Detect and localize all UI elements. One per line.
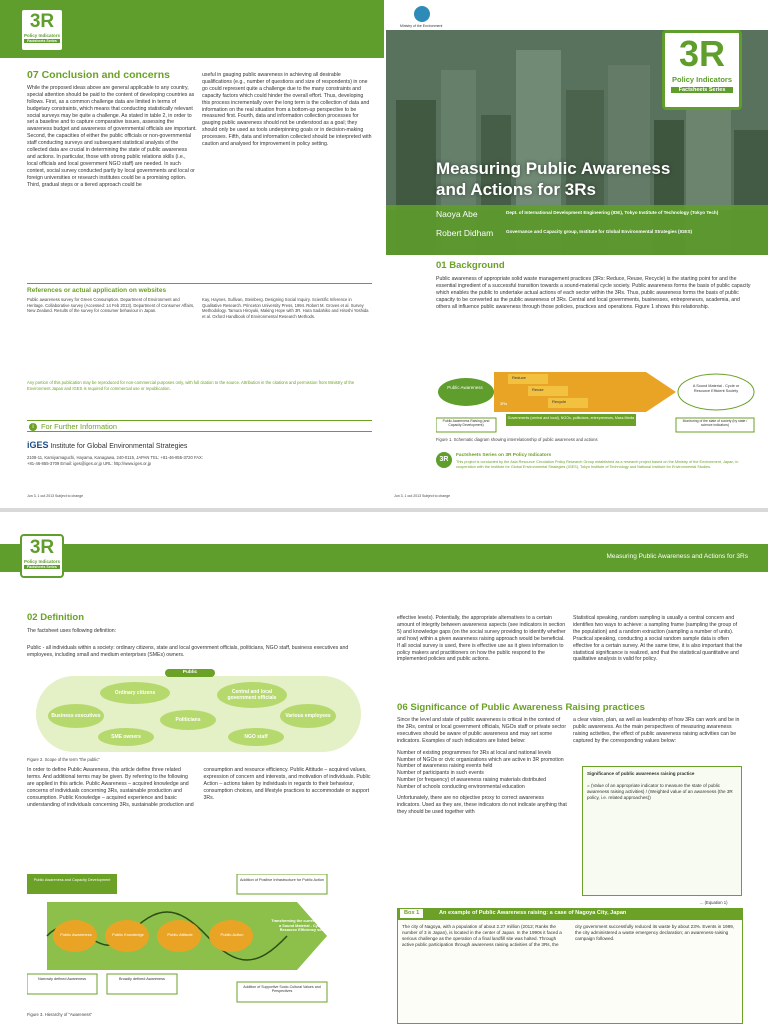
- author2-name: Robert Didham: [436, 228, 494, 238]
- fig2-public-label: Public: [165, 669, 215, 677]
- fig1-capacity: Public Awareness Raising (and Capacity Development): [442, 419, 490, 428]
- references-left: Public awareness survey for Green Consumption. Department of Environment and Heritage. Collaborative survey (Accessed: 14 Feb 2013). Department of Consumer Affairs, New Zealand. Results of the survey for consumer behaviour in Japan.: [27, 297, 195, 314]
- further-info-title: For Further Information: [41, 422, 117, 431]
- figure-1-caption: Figure 1. Schematic diagram showing interrelationship of public awareness and actions: [436, 437, 598, 442]
- fig3-transform: Transforming the current society into a Sound Material - Cycle and Resource Efficiency society: [271, 919, 339, 933]
- section-02: [27, 612, 197, 640]
- section-06-right: a clear vision, plan, as well as leadership of how 3Rs can work and be in public awareness. As the main perspectives of measuring awareness raising activities, the effect of public awareness raising activities can be captured by the corresponding values below:: [573, 717, 740, 744]
- section-02-intro: The factsheet uses following definition:: [27, 627, 117, 634]
- section-06-text: Since the level and state of public awareness is critical in the context of the 3Rs, central or local government officials, NGOs staff or private sector executives should be aware of public awareness and may set some indicators. Examples of such indicators are listed below:: [397, 717, 567, 744]
- further-info-bar: [27, 420, 372, 432]
- box1-body: [397, 919, 743, 1024]
- author1-affiliation: Dept. of International Development Engineering (IDE), Tokyo Institute of Technology (Tokyo Tech): [506, 210, 719, 215]
- main-title-line2: and Actions for 3Rs: [436, 180, 596, 199]
- logo-text-p2: 3R: [29, 537, 55, 558]
- fig2-citizens: Ordinary citizens: [100, 682, 170, 704]
- series-text: This project is conducted by the Asia Resource Circulation Policy Research Group established as a research project based on the Ministry of the Environment, Japan, in cooperation with the Institute for Global Environmental Strategies (IGES), Tokyo Institute of Technology and National Institute for Environmental Studies.: [456, 460, 739, 469]
- section-07-text-b: useful in gauging public awareness in achieving all desirable qualifications (e.g., number of questions and size of respondents) in one go could represent quite a challenge due to the many constraints and capacity factors which could hinder the overall effort. Thus, developing this process incrementally over the long term is the collection of data and information on the real situation from a bottom-up perspective to be measured first. Fourth, data and information collection processes for gauging public awareness should not be understood as a goal; they should only be used as tools underpinning goals or in decision-making processes. Fifth, data and information collected should be interpreted with caution and analysed for improvement in policy setting.: [202, 72, 372, 148]
- logo-sub-p2: Policy Indicators: [23, 559, 60, 564]
- indicator-item: Number (or frequency) of awareness raising materials distributed: [397, 777, 547, 784]
- logo-sub2: Factsheets Series: [24, 39, 60, 43]
- figure-3-caption: Figure 3. Hierarchy of "Awareness": [27, 1012, 93, 1017]
- section-01: [436, 260, 751, 315]
- fig1-reduce: Reduce: [512, 375, 526, 380]
- fig3-broad: Broadly defined Awareness: [119, 977, 165, 981]
- fig3-public-action: Public Action: [220, 932, 244, 937]
- iges-logo: iGES: [27, 440, 49, 450]
- fig3-public-knowledge: Public Knowledge: [112, 932, 144, 937]
- fig2-employees: Various employees: [280, 704, 336, 728]
- ministry-name: Ministry of the Environment: [400, 24, 443, 28]
- section-06: [397, 717, 567, 821]
- indicator-item: Number of awareness raising events held: [397, 763, 493, 770]
- section-07-text: While the proposed ideas above are general applicable to any country, special attention should be paid to the content of developing countries as follows. First, as a common challenge data are limited in terms of budgetary constraints, which means that conducting statistically relevant social surveys may be quite a challenge. As stated in table 2, in order to set a baseline and to capture comparative issues, assessing the awareness budget and awareness of governmental officials are important. Second, the capacities of either the public officials or non-governmental staff conducting surveys and subsequent statistical analysis of the collected data are crucial in determining the state of public awareness and actions. In particular, those with strong public relations skills (i.e., local officials and local government NGO staff) are needed. In such context, social survey conducted partly by local governments and local or foreign universities or research institutes could be a promising option. Third, gradual steps or a tiered approach could be: [27, 84, 197, 188]
- main-title: [436, 158, 756, 200]
- logo-text: 3R: [29, 11, 55, 32]
- logo-large-sub: Policy Indicators: [671, 75, 733, 84]
- figure-2-caption: Figure 2. Scope of the term "the public": [27, 757, 100, 762]
- fig1-reuse: Reuse: [532, 387, 544, 392]
- logo-large-text: 3R: [678, 33, 726, 74]
- ministry-bar: [386, 0, 768, 30]
- fig1-groups: Governments (central and local), NGOs, politicians, entrepreneurs, Mass Media: [507, 416, 635, 420]
- fig1-society: A Sound Material - Cycle or Resource Efficient Society: [692, 384, 740, 393]
- logo-3r-small: [20, 8, 64, 52]
- box1-title: An example of Public Awareness raising: a case of Nagoya City, Japan: [439, 910, 627, 916]
- fig3-awareness-capacity: Public Awareness and Capacity Development: [33, 878, 111, 882]
- section-02-title: 02 Definition: [27, 612, 85, 623]
- fig1-3rs: 3Rs: [500, 401, 508, 406]
- author-band: [386, 205, 768, 255]
- indicator-item: Number of NGOs or civic organizations which are active in 3R promotion: [397, 756, 564, 763]
- references-right: Kay, Haynes, Sullivan, Steinberg. Designing Social Inquiry. Scientific Inference in Qualitative Research. Princeton University Press, 1994. Robert M. Groves et al. Survey Methodology. Tamura Hiroyuki, Making Hope with 3R. Hara Sadahiko and Hiroshi Yoshida et al. Oxford Handbook of Environmental Research Methods.: [202, 297, 369, 319]
- box1-header: [397, 908, 743, 919]
- right-col-d-text: Statistical speaking, random sampling is usually a central concern and identifies two ways to achieve: a sampling frame (sampling the group of the population) and a random extraction (sampling a number of units). Practical speaking, conducting a social random sample data is often effective for a certain survey. At the same time, it is also important that the statistical significance is realized, and that the statistical quantitative and qualitative analysis is valid for policy.: [573, 615, 743, 663]
- right-col-c-text: effective levels). Potentially, the appropriate alternatives to a certain amount of integrity between awareness aspects (see indicators in section 5) and knowledge gaps (on the social survey providing to identify whether and how) within a given awareness raising approach would be beneficial. If all social survey is used, there is effective use as it gives information to policy makers and practitioners on how the public respond to the implemented policies and public actions.: [397, 615, 566, 663]
- indicator-item: Number of existing programmes for 3Rs at local and national levels: [397, 749, 552, 756]
- fig2-sme: SME owners: [98, 728, 154, 746]
- fig3-supportive: Addition of Supportive Socio-Cultural Values and Perspectives: [243, 985, 321, 994]
- divider: [27, 283, 372, 284]
- footer-mid: Jun 3, 1 out 2013 Subject to change: [394, 494, 451, 498]
- section-07-title: 07 Conclusion and concerns: [27, 69, 170, 81]
- fig3-public-awareness: Public Awareness: [60, 932, 92, 937]
- indicator-list: [397, 750, 567, 791]
- indicator-item: Number of participants in such events: [397, 770, 484, 777]
- fig1-monitoring: Monitoring of the state of society (by state / science indicators): [682, 419, 748, 428]
- series-3r-icon: 3R: [436, 452, 452, 468]
- logo-3r-large: [662, 30, 742, 110]
- fig3-narrow: Narrowly defined Awareness: [37, 977, 87, 981]
- section-02-public: Public - all individuals within a society: ordinary citizens, state and local government officials, politicians, NGO staff, business executives and employees, including small and medium enterprises (SMEs) owners.: [27, 645, 349, 658]
- author1-name: Naoya Abe: [436, 209, 478, 219]
- logo-large-sub2: Factsheets Series: [671, 87, 733, 93]
- author2-affiliation: Governance and Capacity group, Institute for Global Environmental Strategies (IGES): [506, 229, 693, 234]
- indicator-item: Number of schools conducting environmental education: [397, 784, 525, 791]
- section-01-title: 01 Background: [436, 260, 505, 271]
- logo-sub: Policy Indicators: [23, 33, 60, 38]
- equation-box: [582, 766, 742, 896]
- footer-left: Jun 3, 1 out 2013 Subject to change: [27, 494, 84, 498]
- iges-name: Institute for Global Environmental Strategies: [50, 443, 188, 450]
- section-02-text: In order to define Public Awareness, this article define three related terms. And additional terms may be given. By referring to the following are applied in this article. Public Awareness – acquired knowledge and concerns of individuals concerning 3Rs, sustainable production and consumption. Public Knowledge – acquired experience and basic understanding of individuals concerning 3Rs, sustainable production and consumption and resource efficiency. Public Attitude – acquired values, expression of concern and interests, and motivation of individuals. Public Action – actions taken by individuals in regards to their behaviour, consumption choices, and lifestyle practices to accommodate or support 3Rs.: [27, 767, 371, 808]
- fig1-recycle: Recycle: [552, 399, 567, 404]
- equation-text: = (Value of an appropriate indicator to measure the state of public awareness raising activities) / (Weighted value of an awareness (the 3R policy, i.e. related approaches)): [587, 783, 733, 800]
- section-07-cont: [202, 72, 372, 153]
- iges-block: [27, 440, 187, 450]
- iges-address: 2108-11, Kamiyamaguchi, Hayama, Kanagawa, 240-0115, JAPAN TEL: +81-46-855-3720 FAX: +81-46-855-3709 Email: iges@iges.or.jp URL: http://www.iges.or.jp: [27, 455, 204, 466]
- logo-3r-small-p2: [20, 534, 64, 578]
- fig3-public-attitude: Public Attitude: [167, 932, 193, 937]
- fig2-politicians: Politicians: [160, 710, 216, 730]
- fig2-gov-officials: Central and local government officials: [217, 682, 287, 708]
- box1-tag: Box 1: [400, 909, 423, 918]
- equation-title: Significance of public awareness raising practice: [587, 771, 695, 776]
- series-title: Factsheets Series on 3R Policy Indicators: [456, 453, 552, 458]
- fig2-ngo: NGO staff: [228, 728, 284, 746]
- copyright-notice: Any portion of this publication may be reproduced for non-commercial purposes only, with full citation to the source. Attribution in the citations and permission from Ministry of the Environment Japan and IGES is required for commercial use or republication.: [27, 380, 355, 391]
- header-title-p2: Measuring Public Awareness and Actions for 3Rs: [606, 553, 748, 560]
- fig1-public-awareness: Public Awareness: [447, 385, 483, 390]
- section-06-after: Unfortunately, there are no objective proxy to correct awareness indicators. Used as they are, these indicators do not indicate anything that they should be used together with: [397, 795, 567, 815]
- section-06-title: 06 Significance of Public Awareness Raising practices: [397, 702, 645, 713]
- equation-label: ... (Equation 1): [700, 900, 728, 905]
- section-07: [27, 69, 197, 194]
- logo-sub2-p2: Factsheets Series: [24, 565, 60, 569]
- info-icon: i: [29, 423, 37, 431]
- fig3-addition: Addition of Positive Infrastructure for Public Action: [240, 878, 324, 882]
- page-2: [0, 512, 768, 1024]
- references-title: References or actual application on websites: [27, 287, 167, 294]
- ministry-emblem-icon: [414, 6, 430, 22]
- fig2-business: Business executives: [48, 704, 104, 728]
- main-title-line1: Measuring Public Awareness: [436, 159, 671, 178]
- section-01-text: Public awareness of appropriate solid waste management practices (3Rs: Reduce, Reuse, Recycle) is the starting point for and the essential ingredient of a successful transition towards a sound-material cycle society. Public awareness forms the basis of public capacity which enables the public to undertake actual actions of each sector within the 3Rs. Thus, public awareness forms the basis of public capacity to be converted as the public awareness of 3Rs. Central and local governments, businesses, entrepreneurs, academia, and others all influence public awareness through those policies, practices and operations. Figure 1 shows this relationship.: [436, 275, 751, 310]
- box1-text: The city of Nagoya, with a population of about 2.27 million (2012; Ranks the number of 3 in Japan), is located in the center of Japan. In the 1990s it faced a serious challenge as the operation of a final landfill site was halted. Through active public participation through awareness raising activities of the 3Rs, the city government successfully reduced its waste by about 23%. Events in 1999, the city administered a waste emergency declaration; an awareness-raising campaign followed.: [402, 924, 735, 947]
